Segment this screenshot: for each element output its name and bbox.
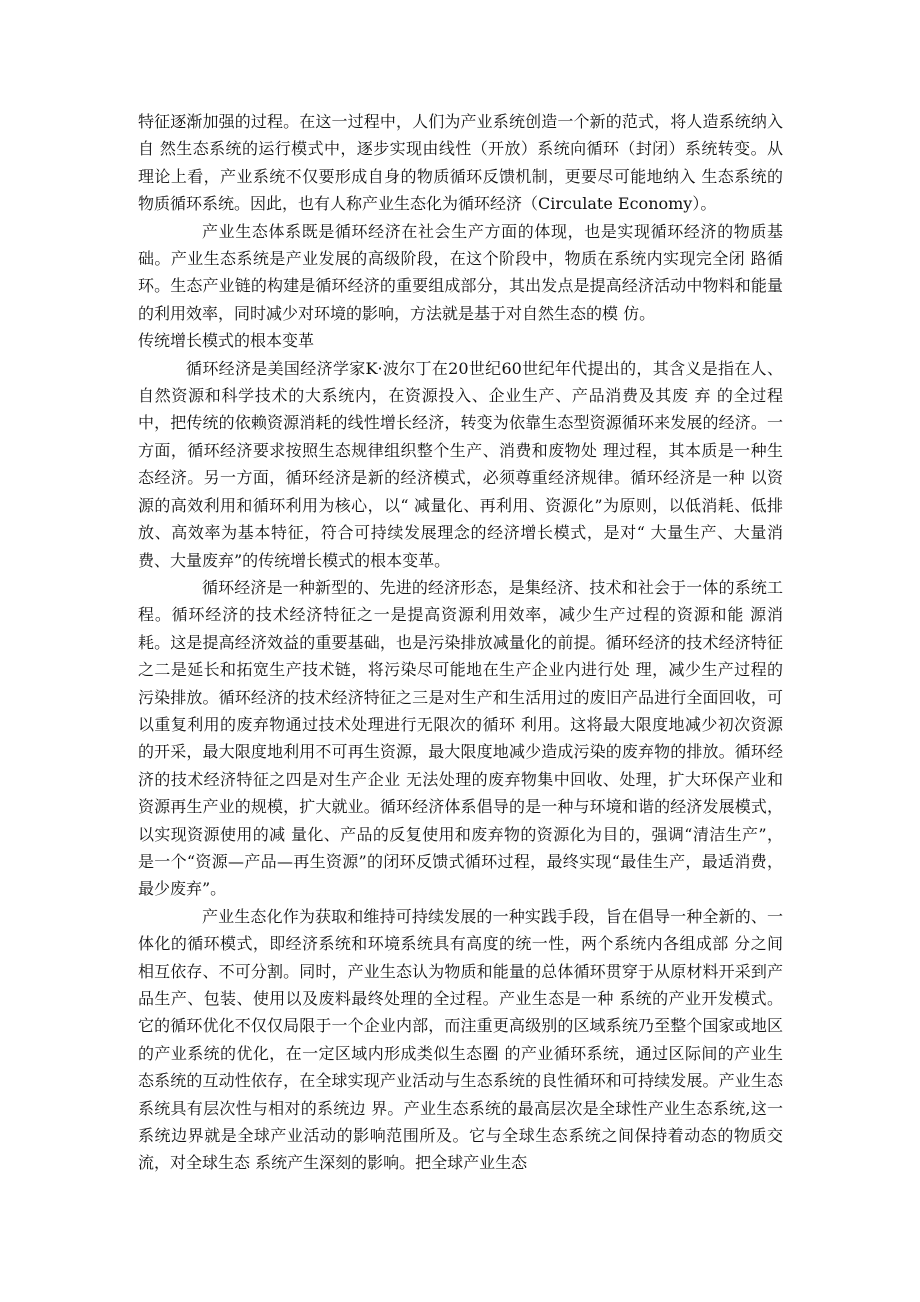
paragraph-continuation: 特征逐渐加强的过程。在这一过程中，人们为产业系统创造一个新的范式，将人造系统纳入自 然生态系统的运行模式中，逐步实现由线性（开放）系统向循环（封闭）系统转变。从理论上看，产业系统不仅要形成自身的物质循环反馈机制，更要尽可能地纳入 生态系统的物质循环系统。因此，也有人称产业生态化为循环经济（Circulate Economy）。 [138, 112, 783, 214]
document-body [138, 108, 783, 1177]
paragraph-industrial-ecologization: 产业生态化作为获取和维持可持续发展的一种实践手段，旨在倡导一种全新的、一体化的循环模式，即经济系统和环境系统具有高度的统一性，两个系统内各组成部 分之间相互依存、不可分割。同时，产业生态认为物质和能量的总体循环贯穿于从原材料开采到产品生产、包装、使用以及废料最终处理的全过程。产业生态是一种 系统的产业开发模式。它的循环优化不仅仅局限于一个企业内部，而注重更高级别的区域系统乃至整个国家或地区的产业系统的优化，在一定区域内形成类似生态圈 的产业循环系统，通过区际间的产业生态系统的互动性依存，在全球实现产业活动与生态系统的良性循环和可持续发展。产业生态系统具有层次性与相对的系统边 界。产业生态系统的最高层次是全球性产业生态系统,这一系统边界就是全球产业活动的影响范围所及。它与全球生态系统之间保持着动态的物质交流，对全球生态 系统产生深刻的影响。把全球产业生态 [138, 906, 783, 1173]
paragraph-industrial-ecosystem: 产业生态体系既是循环经济在社会生产方面的体现，也是实现循环经济的物质基础。产业生态系统是产业发展的高级阶段，在这个阶段中，物质在系统内实现完全闭 路循环。生态产业链的构建是循环经济的重要组成部分，其出发点是提高经济活动中物料和能量的利用效率，同时减少对环境的影响，方法就是基于对自然生态的模 仿。 [138, 221, 783, 323]
paragraph-technical-features: 循环经济是一种新型的、先进的经济形态，是集经济、技术和社会于一体的系统工程。循环经济的技术经济特征之一是提高资源利用效率，减少生产过程的资源和能 源消耗。这是提高经济效益的重要基础，也是污染排放减量化的前提。循环经济的技术经济特征之二是延长和拓宽生产技术链，将污染尽可能地在生产企业内进行处 理，减少生产过程的污染排放。循环经济的技术经济特征之三是对生产和生活用过的废旧产品进行全面回收，可以重复利用的废弃物通过技术处理进行无限次的循环 利用。这将最大限度地减少初次资源的开采，最大限度地利用不可再生资源，最大限度地减少造成污染的废弃物的排放。循环经济的技术经济特征之四是对生产企业 无法处理的废弃物集中回收、处理，扩大环保产业和资源再生产业的规模，扩大就业。循环经济体系倡导的是一种与环境和谐的经济发展模式，以实现资源使用的减 量化、产品的反复使用和废弃物的资源化为目的，强调“清洁生产”，是一个“资源—产品—再生资源”的闭环反馈式循环过程，最终实现“最佳生产，最适消费， 最少废弃”。 [138, 577, 783, 899]
paragraph-circular-economy-origin: 循环经济是美国经济学家K·波尔丁在20世纪60世纪年代提出的，其含义是指在人、自然资源和科学技术的大系统内，在资源投入、企业生产、产品消费及其废 弃 的全过程中，把传统的依赖资源消耗的线性增长经济，转变为依靠生态型资源循环来发展的经济。一方面，循环经济要求按照生态规律组织整个生产、消费和废物处 理过程，其本质是一种生态经济。另一方面，循环经济是新的经济模式，必须尊重经济规律。循环经济是一种 以资源的高效利用和循环利用为核心，以“ 减量化、再利用、资源化”为原则，以低消耗、低排放、高效率为基本特征，符合可持续发展理念的经济增长模式，是对“ 大量生产、大量消费、大量废弃”的传统增长模式的根本变革。 [138, 358, 783, 570]
section-heading: 传统增长模式的根本变革 [138, 331, 315, 351]
